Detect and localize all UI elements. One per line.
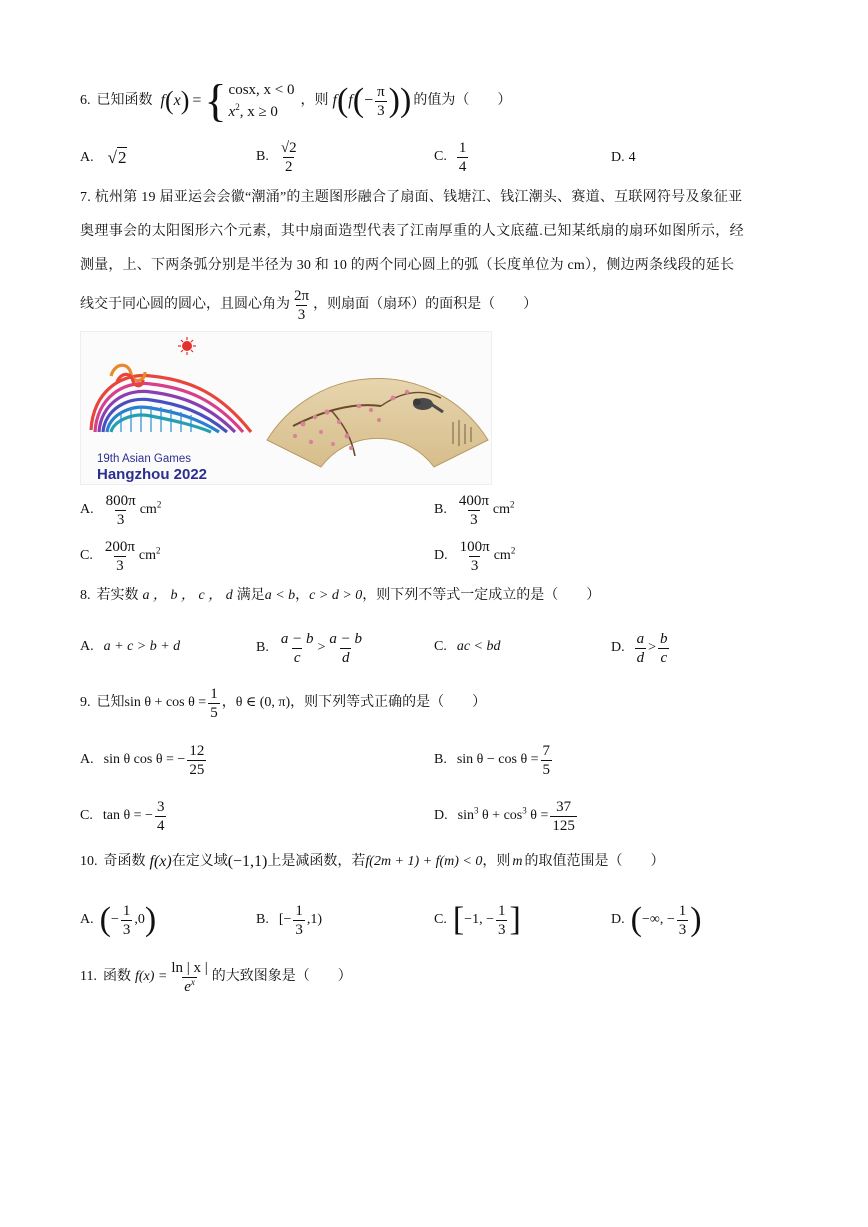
q6-d-value: 4 — [628, 150, 636, 165]
q10-d-close: ) — [690, 901, 702, 938]
q6-number: 6. — [80, 93, 91, 108]
q10-a-open: ( — [99, 901, 111, 938]
q7-line4-suffix: ，则扇面（扇环）的面积是（ ） — [313, 297, 538, 312]
q10-domain: (−1,1) — [227, 853, 268, 870]
q8-d-label: D. — [611, 640, 625, 655]
q10-d-label: D. — [611, 912, 625, 927]
q9-a-lhs: sin θ cos θ = − — [103, 752, 186, 767]
q11-suffix: 的大致图象是（ ） — [211, 969, 352, 984]
q6-outer-lparen: ( — [336, 82, 349, 119]
q8-option-b[interactable] — [256, 626, 366, 670]
q9-b-frac: $\frac{7}{5}$ — [542, 742, 551, 778]
q8-comma: ， — [295, 588, 310, 603]
q6-d-label: D. — [611, 150, 625, 165]
q10-fx: f(x) — [149, 853, 172, 870]
q6-f1: f — [332, 92, 337, 109]
q6-fx: f — [160, 92, 165, 109]
q10-d-open: ( — [630, 901, 642, 938]
q9-frac: $\frac{1}{5}$ — [210, 685, 218, 721]
q6-outer-rparen: ) — [400, 82, 412, 119]
logo-line2: Hangzhou 2022 — [97, 466, 208, 483]
q6-brace: { — [204, 75, 227, 126]
q8-a-label: A. — [80, 639, 94, 654]
q7-b-label: B. — [434, 502, 447, 517]
q7-c-unit: $cm^2$ — [138, 545, 161, 563]
q6-prefix: 已知函数 — [96, 93, 153, 108]
q6-option-b[interactable] — [256, 135, 301, 179]
q7-option-a[interactable] — [80, 488, 161, 532]
q8-b-label: B. — [256, 640, 269, 655]
q10-option-c[interactable] — [434, 897, 521, 943]
q9-d-label: D. — [434, 808, 448, 823]
q9-option-b[interactable] — [434, 738, 554, 782]
q10-mid3: ，则 — [482, 854, 511, 869]
q8-option-c[interactable] — [434, 637, 501, 657]
q7-line1: 7. 杭州第 19 届亚运会会徽“潮涌”的主题图形融合了扇面、钱塘江、钱江潮头、赛道、互联网符号及象征亚 — [80, 190, 743, 205]
q7-a-label: A. — [80, 502, 94, 517]
q8-b-op: > — [317, 640, 326, 655]
q10-b-label: B. — [256, 912, 269, 927]
q10-b-neg: − — [283, 912, 292, 927]
q7-c-label: C. — [80, 548, 93, 563]
q11-prefix: 函数 — [102, 969, 131, 984]
q10-cond: f(2m + 1) + f(m) < 0 — [365, 854, 483, 869]
q9-number: 9. — [80, 695, 91, 710]
q6-option-c[interactable] — [434, 135, 470, 179]
q8-d-frac2: $\frac{b}{c}$ — [660, 630, 668, 666]
q8-d-op: > — [648, 640, 657, 655]
q9-c-label: C. — [80, 808, 93, 823]
q8-b-frac2: $\frac{a - b}{d}$ — [329, 630, 362, 666]
q7-option-c[interactable] — [80, 534, 161, 578]
q10-m: m — [512, 854, 523, 869]
q10-c-frac: $\frac{1}{3}$ — [497, 902, 506, 938]
q7-d-frac: $\frac{100\pi}{3}$ — [459, 538, 490, 574]
q9-prefix: 已知 — [96, 695, 125, 710]
q6-b-label: B. — [256, 149, 269, 164]
q10-d-frac: $\frac{1}{3}$ — [678, 902, 687, 938]
q10-a-label: A. — [80, 912, 94, 927]
q8-a-value: a + c > b + d — [103, 639, 181, 654]
q10-c-open: [ — [452, 901, 465, 938]
q7-option-b[interactable] — [434, 488, 515, 532]
q8-vars: a ， b ， c ， d — [142, 588, 233, 603]
q10-mid1: 在定义域 — [171, 854, 228, 869]
fan-painting-icon — [267, 378, 488, 467]
q7-line3: 测量，上、下两条弧分别是半径为 30 和 10 的两个同心圆上的弧（长度单位为 cm），侧边两条线段的延长 — [80, 258, 735, 273]
q7-line2: 奥理事会的太阳图形六个元素，其中扇面造型代表了江南厚重的人文底蕴.已知某纸扇的扇环如图所示，经 — [80, 224, 744, 239]
q10-mid2: 上是减函数，若 — [267, 854, 366, 869]
q9-option-a[interactable] — [80, 738, 208, 782]
q9-suffix: ，则下列等式正确的是（ ） — [290, 695, 487, 710]
q10-a-neg: − — [110, 912, 119, 927]
q10-c-lead: −1, − — [464, 912, 494, 927]
q7-line4 — [80, 283, 537, 327]
q7-c-frac: $\frac{200\pi}{3}$ — [104, 538, 135, 574]
q8-option-d[interactable] — [611, 626, 672, 670]
logo-line1: 19th Asian Games — [97, 453, 191, 465]
q9-lhs: sin θ + cos θ = — [124, 695, 207, 710]
q6-eq: = — [192, 92, 202, 109]
q6-f2: f — [348, 92, 353, 109]
q9-d-lhs: $\sin^3 \theta + \cos^3 \theta$ = — [457, 805, 549, 823]
q6-x: x — [173, 92, 181, 109]
q10-option-d[interactable] — [611, 897, 702, 943]
sun-emblem-icon — [178, 337, 196, 355]
q7-d-label: D. — [434, 548, 448, 563]
q10-b-rest: ,1) — [306, 912, 323, 927]
q9-d-frac: $\frac{37}{125}$ — [552, 798, 575, 834]
q8-mid: 满足 — [236, 588, 265, 603]
q6-a-value: √2 — [107, 148, 127, 167]
q11-number: 11. — [80, 969, 97, 984]
q8-c-label: C. — [434, 639, 447, 654]
q8-stem — [80, 586, 600, 606]
q9-a-frac: $\frac{12}{25}$ — [189, 742, 205, 778]
q7-angle: $\frac{2\pi}{3}$ — [294, 287, 310, 323]
q7-line4-prefix: 线交于同心圆的圆心，且圆心角为 — [80, 297, 290, 312]
q6-a-label: A. — [80, 150, 94, 165]
q6-lparen: ( — [164, 86, 174, 115]
q7-figure — [80, 331, 492, 485]
q10-option-a[interactable] — [80, 897, 156, 943]
q7-b-frac: $\frac{400\pi}{3}$ — [458, 492, 489, 528]
q6-option-a[interactable] — [80, 145, 127, 171]
q6-b-value: $\frac{√2}{2}$ — [280, 139, 297, 175]
q10-option-b[interactable] — [256, 897, 322, 943]
q10-c-close: ] — [509, 901, 521, 938]
q9-b-label: B. — [434, 752, 447, 767]
q8-option-a[interactable] — [80, 637, 180, 657]
q10-number: 10. — [80, 854, 98, 869]
tide-logo-icon — [91, 365, 251, 432]
q7-a-frac: $\frac{800\pi}{3}$ — [105, 492, 136, 528]
q9-c-lhs: tan θ = − — [102, 808, 153, 823]
q10-a-rest: ,0 — [134, 912, 145, 927]
q8-number: 8. — [80, 588, 91, 603]
q11-frac: $\frac{\ln | x |}{e^x}$ — [171, 959, 208, 995]
q7-figure-svg — [81, 332, 491, 484]
q10-stem — [80, 851, 665, 873]
q8-suffix: ，则下列不等式一定成立的是（ ） — [362, 588, 601, 603]
q9-a-label: A. — [80, 752, 94, 767]
q6-option-d[interactable] — [611, 145, 636, 171]
q6-inner-lparen: ( — [352, 82, 365, 119]
q6-c-value: $\frac{1}{4}$ — [458, 139, 467, 175]
q6-case1: cosx, x < 0 — [228, 82, 295, 98]
q6-middle: ，则 — [300, 93, 329, 108]
q9-b-lhs: sin θ − cos θ = — [456, 752, 539, 767]
q8-c-value: ac < bd — [456, 639, 501, 654]
q8-prefix: 若实数 — [96, 588, 139, 603]
q10-suffix: 的取值范围是（ ） — [524, 854, 665, 869]
q6-case2: $x^2$, x ≥ 0 — [228, 102, 278, 120]
q10-b-open: [ — [278, 912, 284, 927]
q6-stem — [80, 75, 511, 127]
q7-d-unit: $cm^2$ — [493, 545, 516, 563]
q10-prefix: 奇函数 — [103, 854, 146, 869]
q6-suffix: 的值为（ ） — [413, 93, 512, 108]
q9-c-frac: $\frac{3}{4}$ — [156, 798, 165, 834]
q8-cond2: c > d > 0 — [309, 588, 363, 603]
q6-neg: − — [364, 92, 374, 109]
q6-frac: $\frac{\pi}{3}$ — [377, 83, 385, 119]
q8-d-frac1: $\frac{a}{d}$ — [636, 630, 645, 666]
q9-option-d[interactable] — [434, 794, 579, 838]
q6-inner-rparen: ) — [388, 82, 400, 119]
q8-b-frac1: $\frac{a - b}{c}$ — [280, 630, 314, 666]
q7-b-unit: $cm^2$ — [492, 499, 515, 517]
q9-comma: ， — [221, 695, 236, 710]
q9-option-c[interactable] — [80, 794, 168, 838]
q6-piecewise — [229, 79, 295, 123]
q10-a-close: ) — [144, 901, 157, 938]
q8-cond1: a < b — [264, 588, 296, 603]
q9-stem — [80, 681, 486, 725]
q11-lhs: f(x) = — [134, 969, 168, 984]
q10-b-frac: $\frac{1}{3}$ — [295, 902, 303, 938]
q10-d-lead: −∞, − — [641, 912, 675, 927]
q6-c-label: C. — [434, 149, 447, 164]
q9-theta: θ ∈ (0, π) — [235, 695, 291, 710]
q11-stem — [80, 955, 352, 999]
q6-rparen: ) — [180, 86, 190, 115]
q10-a-frac: $\frac{1}{3}$ — [122, 902, 131, 938]
q7-a-unit: $cm^2$ — [139, 499, 162, 517]
q10-c-label: C. — [434, 912, 447, 927]
q7-option-d[interactable] — [434, 534, 515, 578]
